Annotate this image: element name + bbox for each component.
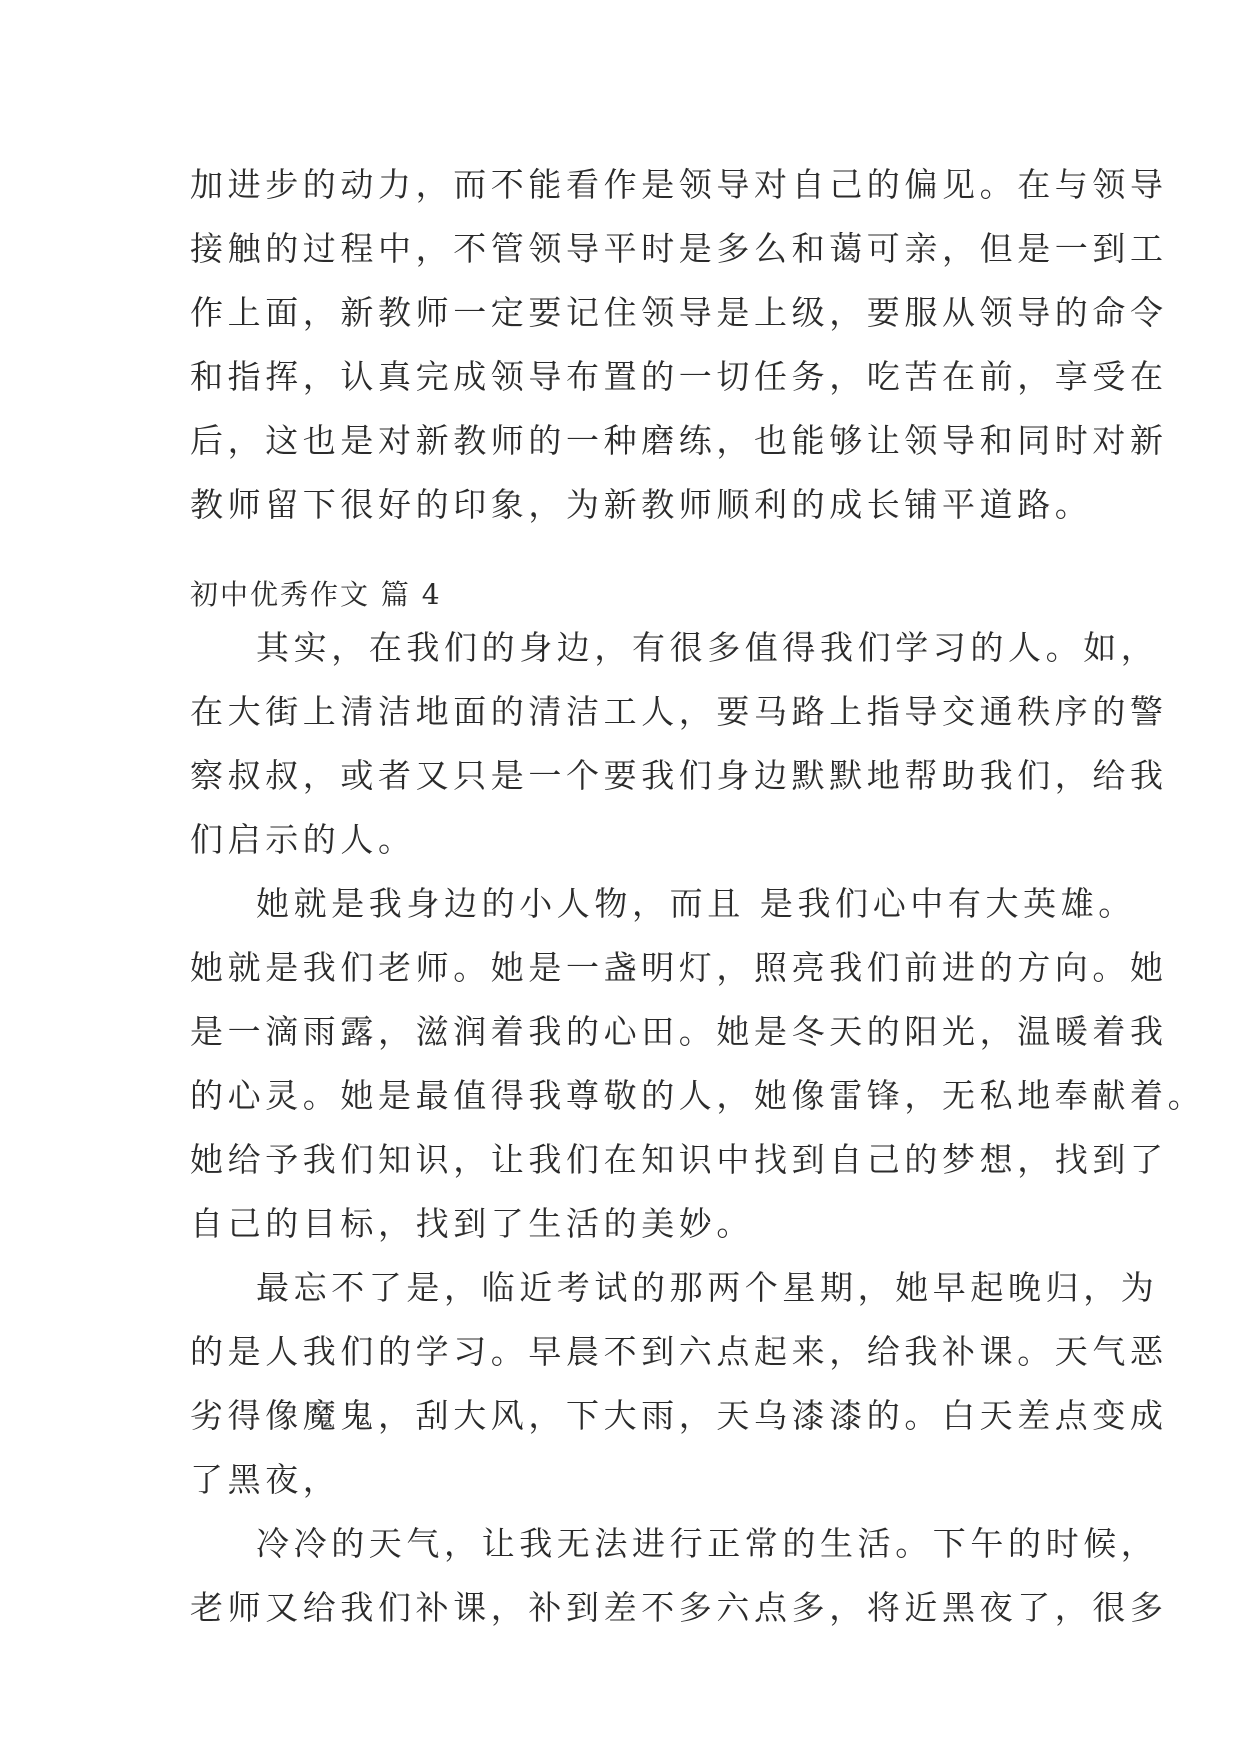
paragraph-first-line: 她就是我身边的小人物，而且 是我们心中有大英雄。 [256, 884, 1136, 923]
text-line: 接触的过程中，不管领导平时是多么和蔼可亲，但是一到工 [190, 229, 1168, 268]
text-line: 加进步的动力，而不能看作是领导对自己的偏见。在与领导 [190, 165, 1168, 204]
text-line: 老师又给我们补课，补到差不多六点多，将近黑夜了，很多 [190, 1588, 1168, 1627]
text-line: 的是人我们的学习。早晨不到六点起来，给我补课。天气恶 [190, 1332, 1168, 1371]
text-line: 在大街上清洁地面的清洁工人，要马路上指导交通秩序的警 [190, 692, 1168, 731]
text-line: 了黑夜， [190, 1460, 341, 1499]
text-line: 和指挥，认真完成领导布置的一切任务，吃苦在前，享受在 [190, 357, 1168, 396]
text-line: 后，这也是对新教师的一种磨练，也能够让领导和同时对新 [190, 421, 1168, 460]
text-line: 自己的目标，找到了生活的美妙。 [190, 1204, 754, 1243]
paragraph-first-line: 最忘不了是，临近考试的那两个星期，她早起晚归，为 [256, 1268, 1159, 1307]
text-line: 是一滴雨露，滋润着我的心田。她是冬天的阳光，温暖着我 [190, 1012, 1168, 1051]
paragraph-first-line: 冷冷的天气，让我无法进行正常的生活。下午的时候， [256, 1524, 1159, 1563]
text-line: 的心灵。她是最值得我尊敬的人，她像雷锋，无私地奉献着。 [190, 1076, 1206, 1115]
text-line: 她给予我们知识，让我们在知识中找到自己的梦想，找到了 [190, 1140, 1168, 1179]
paragraph-first-line: 其实，在我们的身边，有很多值得我们学习的人。如， [256, 628, 1159, 667]
text-line: 她就是我们老师。她是一盏明灯，照亮我们前进的方向。她 [190, 948, 1168, 987]
section-heading: 初中优秀作文 篇 4 [190, 578, 442, 611]
text-line: 教师留下很好的印象，为新教师顺利的成长铺平道路。 [190, 485, 1093, 524]
text-line: 作上面，新教师一定要记住领导是上级，要服从领导的命令 [190, 293, 1168, 332]
text-line: 们启示的人。 [190, 820, 416, 859]
text-line: 察叔叔，或者又只是一个要我们身边默默地帮助我们，给我 [190, 756, 1168, 795]
text-line: 劣得像魔鬼，刮大风，下大雨，天乌漆漆的。白天差点变成 [190, 1396, 1168, 1435]
